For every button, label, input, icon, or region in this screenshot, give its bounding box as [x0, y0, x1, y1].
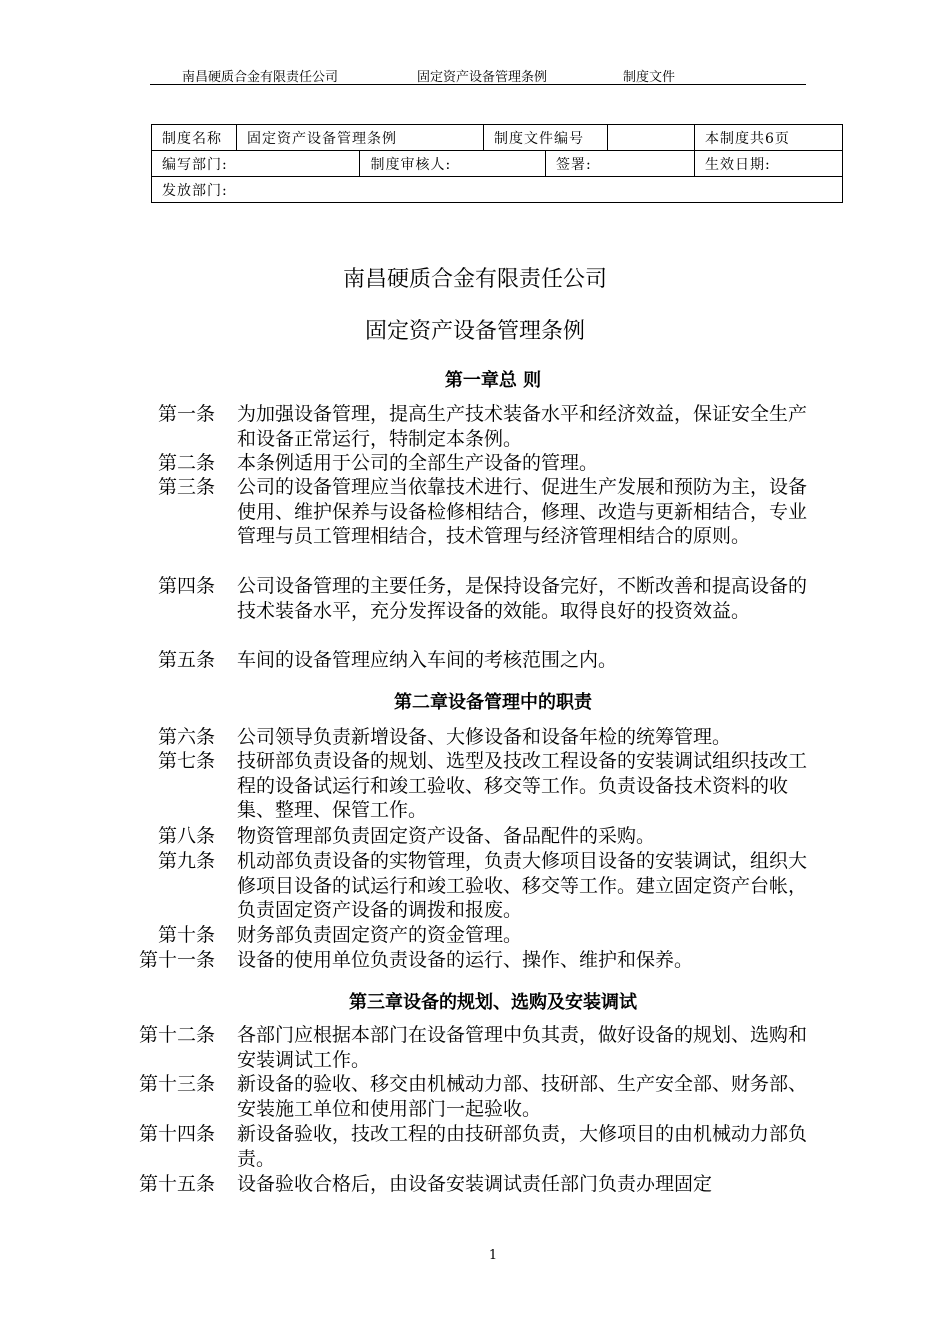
article-label: 第八条: [157, 825, 215, 847]
company-title: 南昌硬质合金有限责任公司: [342, 267, 607, 292]
dept-label: 编写部门:: [152, 151, 360, 177]
article-text: 新设备验收，技改工程的由技研部负责，大修项目的由机械动力部负责。: [237, 1123, 808, 1170]
article-label: 第十二条: [138, 1024, 215, 1046]
number-label: 制度文件编号: [483, 125, 607, 151]
article-label: 第五条: [157, 649, 215, 671]
reviewer-label: 制度审核人:: [360, 151, 545, 177]
article-label: 第九条: [157, 850, 215, 872]
article-text: 各部门应根据本部门在设备管理中负其责，做好设备的规划、选购和安装调试工作。: [237, 1024, 808, 1071]
article-label: 第十三条: [138, 1073, 215, 1095]
article-text: 车间的设备管理应纳入车间的考核范围之内。: [237, 649, 618, 671]
article-label: 第三条: [157, 476, 215, 498]
article-text: 机动部负责设备的实物管理，负责大修项目设备的安装调试，组织大修项目设备的试运行和竣工验收、移交等工作。建立固定资产台帐，负责固定资产设备的调拨和报废。: [237, 850, 808, 921]
running-header: [150, 66, 806, 85]
article-label: 第二条: [157, 452, 215, 474]
article-text: 公司设备管理的主要任务，是保持设备完好，不断改善和提高设备的技术装备水平，充分发挥设备的效能。取得良好的投资效益。: [237, 575, 808, 622]
article-text: 设备的使用单位负责设备的运行、操作、维护和保养。: [237, 949, 694, 971]
article-text: 财务部负责固定资产的资金管理。: [237, 924, 523, 946]
article-text: 公司领导负责新增设备、大修设备和设备年检的统筹管理。: [237, 726, 732, 748]
effective-label: 生效日期:: [695, 151, 843, 177]
header-doc-title: 固定资产设备管理条例: [417, 70, 548, 85]
chapter-heading: 第二章设备管理中的职责: [394, 692, 592, 713]
chapter-heading: 第一章总 则: [444, 370, 542, 391]
header-doc-type: 制度文件: [623, 70, 676, 85]
chapter-heading: 第三章设备的规划、选购及安装调试: [349, 992, 637, 1013]
table-row: [152, 177, 843, 203]
table-row: [152, 151, 843, 177]
article-label: 第六条: [157, 726, 215, 748]
pages-text: 本制度共6页: [695, 125, 843, 151]
article-label: 第四条: [157, 575, 215, 597]
header-company: 南昌硬质合金有限责任公司: [182, 70, 339, 85]
article-text: 公司的设备管理应当依靠技术进行、促进生产发展和预防为主，设备使用、维护保养与设备检修相结合，修理、改造与更新相结合，专业管理与员工管理相结合，技术管理与经济管理相结合的原则。: [237, 476, 808, 547]
document-meta-table: [151, 124, 843, 203]
document-title: 固定资产设备管理条例: [364, 319, 585, 344]
article-label: 第十五条: [138, 1173, 215, 1195]
article-text: 设备验收合格后，由设备安装调试责任部门负责办理固定: [237, 1173, 713, 1195]
article-text: 为加强设备管理，提高生产技术装备水平和经济效益，保证安全生产和设备正常运行，特制定本条例。: [237, 403, 808, 450]
article-text: 本条例适用于公司的全部生产设备的管理。: [237, 452, 599, 474]
issue-label: 发放部门:: [152, 177, 843, 203]
name-label: 制度名称: [152, 125, 237, 151]
article-text: 技研部负责设备的规划、选型及技改工程设备的安装调试组织技改工程的设备试运行和竣工验收、移交等工作。负责设备技术资料的收集、整理、保管工作。: [237, 750, 808, 821]
article-label: 第一条: [157, 403, 215, 425]
article-text: 物资管理部负责固定资产设备、备品配件的采购。: [237, 825, 656, 847]
article-text: 新设备的验收、移交由机械动力部、技研部、生产安全部、财务部、安装施工单位和使用部门一起验收。: [237, 1073, 808, 1120]
article-label: 第七条: [157, 750, 215, 772]
number-value: [608, 125, 695, 151]
article-label: 第十条: [157, 924, 215, 946]
article-label: 第十一条: [138, 949, 215, 971]
page-number: 1: [488, 1248, 498, 1263]
sign-label: 签署:: [545, 151, 694, 177]
name-value: 固定资产设备管理条例: [237, 125, 484, 151]
article-label: 第十四条: [138, 1123, 215, 1145]
table-row: [152, 125, 843, 151]
